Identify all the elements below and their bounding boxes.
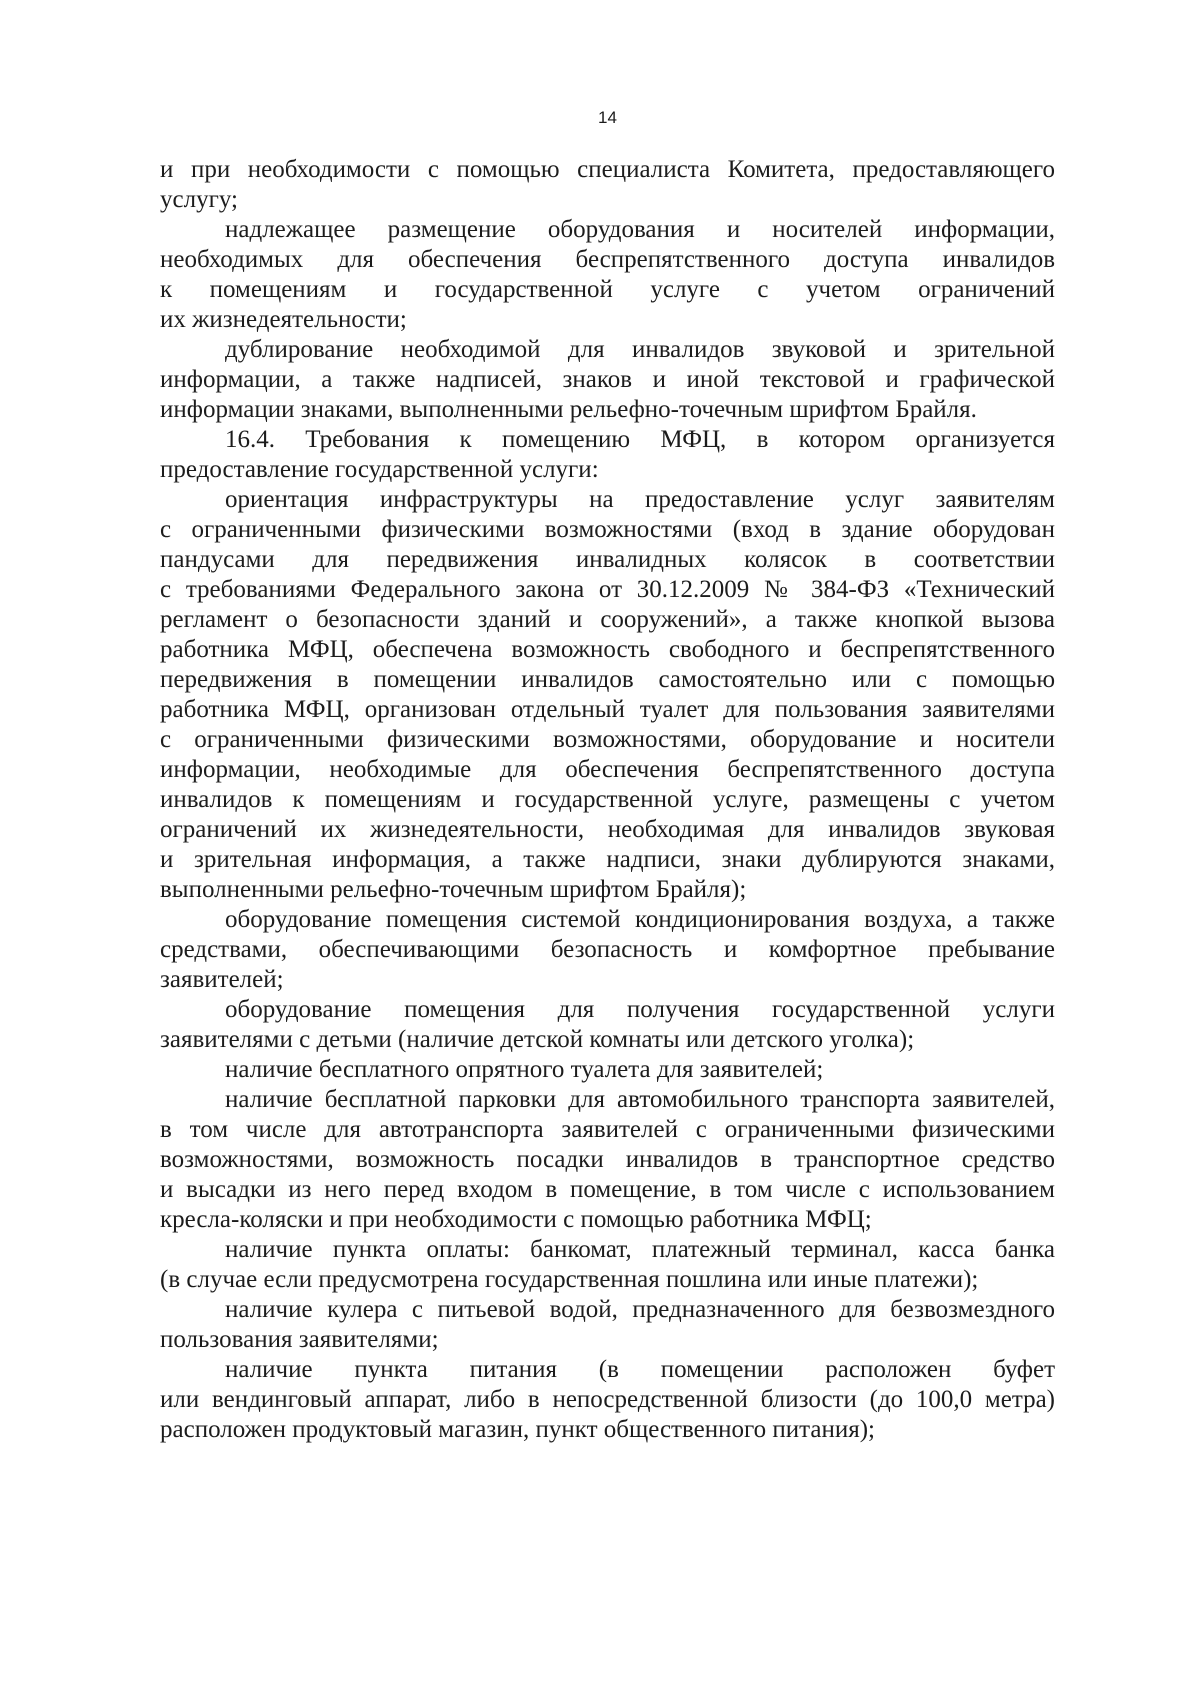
text-line: необходимых для обеспечения беспрепятственного доступа инвалидов: [160, 246, 1055, 273]
text-line: оборудование помещения системой кондиционирования воздуха, а также: [225, 906, 1055, 933]
text-line: с требованиями Федерального закона от 30.12.2009 № 384-ФЗ «Технический: [160, 576, 1055, 603]
paragraph: [160, 1295, 1055, 1355]
text-line: предоставление государственной услуги:: [160, 456, 599, 483]
text-line: наличие бесплатного опрятного туалета для заявителей;: [225, 1056, 824, 1083]
text-line: и зрительная информация, а также надписи, знаки дублируются знаками,: [160, 846, 1055, 873]
paragraph: [160, 1055, 1055, 1085]
text-line: регламент о безопасности зданий и сооружений», а также кнопкой вызова: [160, 606, 1055, 633]
text-line: пандусами для передвижения инвалидных колясок в соответствии: [160, 546, 1055, 573]
text-line: наличие бесплатной парковки для автомобильного транспорта заявителей,: [225, 1086, 1055, 1113]
text-line: ориентация инфраструктуры на предоставление услуг заявителям: [225, 486, 1055, 513]
text-line: инвалидов к помещениям и государственной услуге, размещены с учетом: [160, 786, 1055, 813]
text-line: с ограниченными физическими возможностями, оборудование и носители: [160, 726, 1055, 753]
text-line: их жизнедеятельности;: [160, 306, 407, 333]
paragraph: [160, 1085, 1055, 1235]
text-line: возможностями, возможность посадки инвалидов в транспортное средство: [160, 1146, 1055, 1173]
text-line: ограничений их жизнедеятельности, необходимая для инвалидов звуковая: [160, 816, 1055, 843]
paragraph: [160, 995, 1055, 1055]
text-line: кресла-коляски и при необходимости с помощью работника МФЦ;: [160, 1206, 872, 1233]
text-line: и высадки из него перед входом в помещение, в том числе с использованием: [160, 1176, 1055, 1203]
text-line: информации, необходимые для обеспечения беспрепятственного доступа: [160, 756, 1055, 783]
paragraph: [160, 1235, 1055, 1295]
text-line: работника МФЦ, обеспечена возможность свободного и беспрепятственного: [160, 636, 1055, 663]
text-line: наличие кулера с питьевой водой, предназначенного для безвозмездного: [225, 1296, 1055, 1323]
text-line: наличие пункта питания (в помещении расположен буфет: [225, 1356, 1055, 1383]
paragraph: [160, 485, 1055, 905]
paragraph: [160, 1355, 1055, 1445]
text-line: услугу;: [160, 186, 238, 213]
text-line: заявителей;: [160, 966, 284, 993]
text-line: дублирование необходимой для инвалидов звуковой и зрительной: [225, 336, 1055, 363]
text-line: передвижения в помещении инвалидов самостоятельно или с помощью: [160, 666, 1055, 693]
text-line: информации знаками, выполненными рельефно-точечным шрифтом Брайля.: [160, 396, 977, 423]
text-line: пользования заявителями;: [160, 1326, 439, 1353]
paragraph: [160, 905, 1055, 995]
text-line: надлежащее размещение оборудования и носителей информации,: [225, 216, 1055, 243]
document-body: [160, 155, 1055, 1445]
text-line: или вендинговый аппарат, либо в непосредственной близости (до 100,0 метра): [160, 1386, 1055, 1413]
paragraph: [160, 425, 1055, 485]
paragraph: [160, 215, 1055, 335]
page-number: 14: [598, 108, 617, 127]
text-line: расположен продуктовый магазин, пункт общественного питания);: [160, 1416, 875, 1443]
text-line: работника МФЦ, организован отдельный туалет для пользования заявителями: [160, 696, 1055, 723]
text-line: 16.4. Требования к помещению МФЦ, в котором организуется: [225, 426, 1055, 453]
text-line: в том числе для автотранспорта заявителей с ограниченными физическими: [160, 1116, 1055, 1143]
text-line: и при необходимости с помощью специалиста Комитета, предоставляющего: [160, 156, 1055, 183]
paragraph: [160, 155, 1055, 215]
text-line: выполненными рельефно-точечным шрифтом Брайля);: [160, 876, 747, 903]
text-line: к помещениям и государственной услуге с учетом ограничений: [160, 276, 1055, 303]
text-line: (в случае если предусмотрена государственная пошлина или иные платежи);: [160, 1266, 979, 1293]
text-line: информации, а также надписей, знаков и иной текстовой и графической: [160, 366, 1055, 393]
text-line: с ограниченными физическими возможностями (вход в здание оборудован: [160, 516, 1055, 543]
paragraph: [160, 335, 1055, 425]
text-line: средствами, обеспечивающими безопасность и комфортное пребывание: [160, 936, 1055, 963]
text-line: наличие пункта оплаты: банкомат, платежный терминал, касса банка: [225, 1236, 1055, 1263]
text-line: оборудование помещения для получения государственной услуги: [225, 996, 1055, 1023]
text-line: заявителями с детьми (наличие детской комнаты или детского уголка);: [160, 1026, 915, 1053]
